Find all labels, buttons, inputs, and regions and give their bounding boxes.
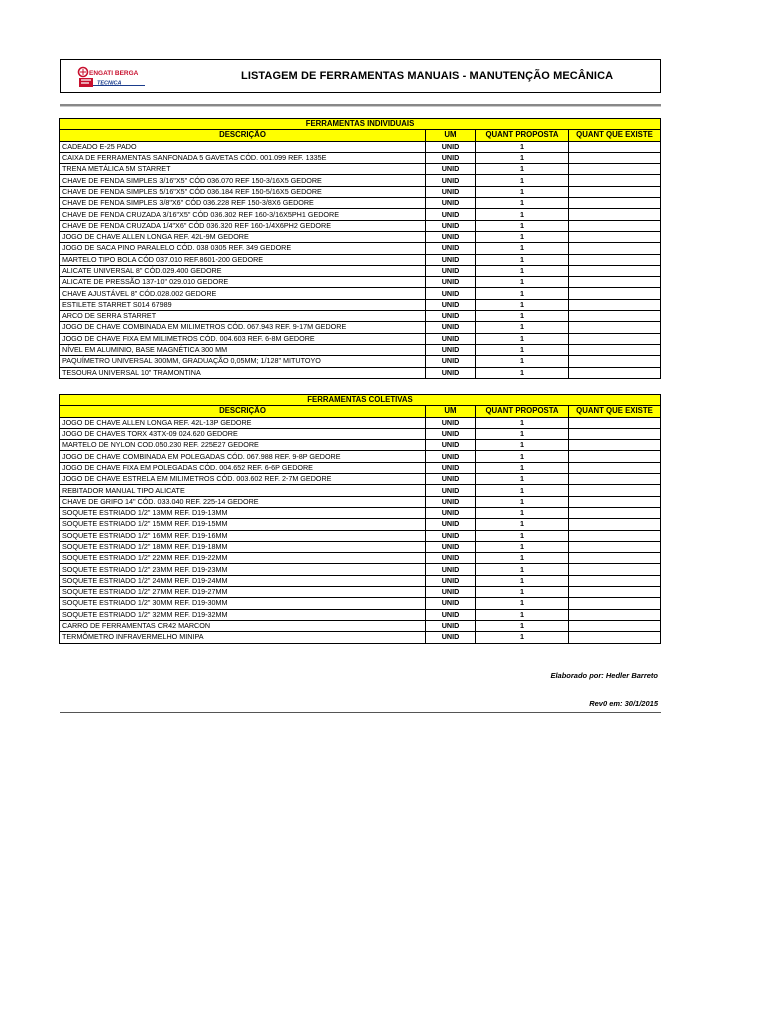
table-row	[60, 141, 661, 152]
table-row	[60, 243, 661, 254]
item-existing-qty	[569, 462, 661, 473]
item-unit: UNID	[426, 609, 476, 620]
item-description: SOQUETE ESTRIADO 1/2" 30MM REF. D19-30MM	[60, 598, 426, 609]
table-row	[60, 587, 661, 598]
item-unit: UNID	[426, 564, 476, 575]
item-proposed-qty: 1	[476, 575, 569, 586]
item-existing-qty	[569, 428, 661, 439]
item-proposed-qty: 1	[476, 440, 569, 451]
table-row	[60, 344, 661, 355]
item-existing-qty	[569, 507, 661, 518]
table-row	[60, 519, 661, 530]
table-row	[60, 186, 661, 197]
item-description: JOGO DE CHAVE COMBINADA EM MILIMETROS CÓD. 067.943 REF. 9-17M GEDORE	[60, 322, 426, 333]
item-proposed-qty: 1	[476, 553, 569, 564]
item-unit: UNID	[426, 496, 476, 507]
item-existing-qty	[569, 299, 661, 310]
item-description: JOGO DE CHAVE ALLEN LONGA REF. 42L-9M GEDORE	[60, 231, 426, 242]
item-proposed-qty: 1	[476, 609, 569, 620]
item-existing-qty	[569, 474, 661, 485]
item-description: SOQUETE ESTRIADO 1/2" 16MM REF. D19-16MM	[60, 530, 426, 541]
column-header-existing-qty: QUANT QUE EXISTE	[569, 130, 661, 141]
table-row	[60, 209, 661, 220]
table-row	[60, 620, 661, 631]
table-row	[60, 231, 661, 242]
prepared-by: Elaborado por: Hedler Barreto	[550, 671, 658, 680]
item-unit: UNID	[426, 322, 476, 333]
table-row	[60, 575, 661, 586]
table-row	[60, 333, 661, 344]
item-existing-qty	[569, 519, 661, 530]
table-row	[60, 299, 661, 310]
item-description: CHAVE DE FENDA SIMPLES 3/8"X6" CÓD 036.228 REF 150-3/8X6 GEDORE	[60, 198, 426, 209]
item-description: CHAVE DE FENDA SIMPLES 3/16"X5" CÓD 036.070 REF 150-3/16X5 GEDORE	[60, 175, 426, 186]
table-row	[60, 598, 661, 609]
item-proposed-qty: 1	[476, 254, 569, 265]
item-proposed-qty: 1	[476, 564, 569, 575]
item-proposed-qty: 1	[476, 519, 569, 530]
item-unit: UNID	[426, 243, 476, 254]
table-row	[60, 254, 661, 265]
item-existing-qty	[569, 417, 661, 428]
item-existing-qty	[569, 564, 661, 575]
table-row	[60, 277, 661, 288]
item-unit: UNID	[426, 152, 476, 163]
item-unit: UNID	[426, 485, 476, 496]
column-header-description: DESCRIÇÃO	[60, 406, 426, 417]
item-description: CARRO DE FERRAMENTAS CR42 MARCON	[60, 620, 426, 631]
item-proposed-qty: 1	[476, 507, 569, 518]
item-description: SOQUETE ESTRIADO 1/2" 32MM REF. D19-32MM	[60, 609, 426, 620]
item-existing-qty	[569, 152, 661, 163]
item-unit: UNID	[426, 507, 476, 518]
page-title: LISTAGEM DE FERRAMENTAS MANUAIS - MANUTENÇÃO MECÂNICA	[241, 70, 614, 82]
item-description: CHAVE AJUSTÁVEL 8" CÓD.028.002 GEDORE	[60, 288, 426, 299]
item-unit: UNID	[426, 417, 476, 428]
item-proposed-qty: 1	[476, 220, 569, 231]
item-proposed-qty: 1	[476, 186, 569, 197]
item-existing-qty	[569, 440, 661, 451]
item-description: JOGO DE SACA PINO PARALELO CÓD. 038 0305 REF. 349 GEDORE	[60, 243, 426, 254]
item-description: NÍVEL EM ALUMINIO, BASE MAGNÉTICA 300 MM	[60, 344, 426, 355]
item-proposed-qty: 1	[476, 587, 569, 598]
item-unit: UNID	[426, 344, 476, 355]
item-existing-qty	[569, 367, 661, 378]
item-unit: UNID	[426, 333, 476, 344]
table-row	[60, 496, 661, 507]
company-logo	[77, 65, 147, 89]
table-row	[60, 530, 661, 541]
item-description: JOGO DE CHAVE FIXA EM MILIMETROS CÓD. 004.603 REF. 6-8M GEDORE	[60, 333, 426, 344]
item-existing-qty	[569, 141, 661, 152]
item-unit: UNID	[426, 632, 476, 643]
item-existing-qty	[569, 220, 661, 231]
item-proposed-qty: 1	[476, 530, 569, 541]
item-description: SOQUETE ESTRIADO 1/2" 23MM REF. D19-23MM	[60, 564, 426, 575]
item-unit: UNID	[426, 541, 476, 552]
column-header-proposed-qty: QUANT PROPOSTA	[476, 130, 569, 141]
item-description: SOQUETE ESTRIADO 1/2" 18MM REF. D19-18MM	[60, 541, 426, 552]
table-row	[60, 311, 661, 322]
table-row	[60, 220, 661, 231]
table-row	[60, 632, 661, 643]
item-existing-qty	[569, 451, 661, 462]
item-description: ALICATE UNIVERSAL 8" CÓD.029.400 GEDORE	[60, 265, 426, 276]
item-description: TESOURA UNIVERSAL 10" TRAMONTINA	[60, 367, 426, 378]
item-proposed-qty: 1	[476, 417, 569, 428]
item-existing-qty	[569, 356, 661, 367]
item-proposed-qty: 1	[476, 265, 569, 276]
item-proposed-qty: 1	[476, 541, 569, 552]
item-unit: UNID	[426, 530, 476, 541]
table-title-row	[60, 119, 661, 130]
table-row	[60, 474, 661, 485]
item-description: SOQUETE ESTRIADO 1/2" 13MM REF. D19-13MM	[60, 507, 426, 518]
item-existing-qty	[569, 598, 661, 609]
table-row	[60, 485, 661, 496]
item-description: CHAVE DE FENDA SIMPLES 5/16"X5" CÓD 036.184 REF 150-5/16X5 GEDORE	[60, 186, 426, 197]
item-description: CAIXA DE FERRAMENTAS SANFONADA 5 GAVETAS CÓD. 001.099 REF. 1335E	[60, 152, 426, 163]
item-existing-qty	[569, 231, 661, 242]
item-description: CHAVE DE GRIFO 14" CÓD. 033.040 REF. 225-14 GEDORE	[60, 496, 426, 507]
item-proposed-qty: 1	[476, 277, 569, 288]
item-unit: UNID	[426, 598, 476, 609]
footer-divider	[60, 712, 661, 713]
item-proposed-qty: 1	[476, 164, 569, 175]
item-description: ARCO DE SERRA STARRET	[60, 311, 426, 322]
column-header-existing-qty: QUANT QUE EXISTE	[569, 406, 661, 417]
item-description: SOQUETE ESTRIADO 1/2" 22MM REF. D19-22MM	[60, 553, 426, 564]
item-proposed-qty: 1	[476, 198, 569, 209]
column-header-proposed-qty: QUANT PROPOSTA	[476, 406, 569, 417]
item-proposed-qty: 1	[476, 344, 569, 355]
item-proposed-qty: 1	[476, 462, 569, 473]
item-existing-qty	[569, 175, 661, 186]
item-existing-qty	[569, 344, 661, 355]
item-unit: UNID	[426, 553, 476, 564]
table-row	[60, 288, 661, 299]
item-existing-qty	[569, 198, 661, 209]
item-existing-qty	[569, 587, 661, 598]
item-description: PAQUÍMETRO UNIVERSAL 300MM, GRADUAÇÃO 0,05MM; 1/128" MITUTOYO	[60, 356, 426, 367]
table-row	[60, 451, 661, 462]
item-existing-qty	[569, 553, 661, 564]
item-unit: UNID	[426, 198, 476, 209]
item-unit: UNID	[426, 587, 476, 598]
table-row	[60, 440, 661, 451]
item-description: JOGO DE CHAVE FIXA EM POLEGADAS CÓD. 004.652 REF. 6-6P GEDORE	[60, 462, 426, 473]
item-description: SOQUETE ESTRIADO 1/2" 15MM REF. D19-15MM	[60, 519, 426, 530]
item-existing-qty	[569, 243, 661, 254]
item-proposed-qty: 1	[476, 333, 569, 344]
item-existing-qty	[569, 288, 661, 299]
table-row	[60, 265, 661, 276]
item-unit: UNID	[426, 209, 476, 220]
item-proposed-qty: 1	[476, 367, 569, 378]
item-existing-qty	[569, 254, 661, 265]
table-title: FERRAMENTAS COLETIVAS	[60, 395, 661, 406]
logo-text-top: ENGATI BERGA	[89, 70, 139, 77]
table-row	[60, 609, 661, 620]
item-unit: UNID	[426, 451, 476, 462]
item-description: CHAVE DE FENDA CRUZADA 1/4"X6" CÓD 036.320 REF 160-1/4X6PH2 GEDORE	[60, 220, 426, 231]
item-description: SOQUETE ESTRIADO 1/2" 24MM REF. D19-24MM	[60, 575, 426, 586]
item-unit: UNID	[426, 367, 476, 378]
item-unit: UNID	[426, 575, 476, 586]
item-unit: UNID	[426, 440, 476, 451]
collective-tools-table	[59, 394, 661, 644]
item-proposed-qty: 1	[476, 299, 569, 310]
item-unit: UNID	[426, 311, 476, 322]
column-header-unit: UM	[426, 130, 476, 141]
item-unit: UNID	[426, 519, 476, 530]
item-unit: UNID	[426, 220, 476, 231]
item-proposed-qty: 1	[476, 620, 569, 631]
table-row	[60, 367, 661, 378]
item-existing-qty	[569, 496, 661, 507]
item-unit: UNID	[426, 356, 476, 367]
table-title: FERRAMENTAS INDIVIDUAIS	[60, 119, 661, 130]
item-proposed-qty: 1	[476, 356, 569, 367]
item-unit: UNID	[426, 175, 476, 186]
item-description: ALICATE DE PRESSÃO 137-10" 029.010 GEDORE	[60, 277, 426, 288]
header-divider-shadow	[60, 106, 661, 107]
item-unit: UNID	[426, 265, 476, 276]
item-description: CADEADO E-25 PADO	[60, 141, 426, 152]
item-unit: UNID	[426, 428, 476, 439]
column-header-row	[60, 406, 661, 417]
table-title-row	[60, 395, 661, 406]
item-proposed-qty: 1	[476, 231, 569, 242]
column-header-row	[60, 130, 661, 141]
table-row	[60, 564, 661, 575]
item-unit: UNID	[426, 462, 476, 473]
table-row	[60, 417, 661, 428]
item-description: ESTILETE STARRET S014 67989	[60, 299, 426, 310]
item-existing-qty	[569, 530, 661, 541]
item-unit: UNID	[426, 231, 476, 242]
item-existing-qty	[569, 632, 661, 643]
item-proposed-qty: 1	[476, 288, 569, 299]
item-proposed-qty: 1	[476, 152, 569, 163]
revision-date: Rev0 em: 30/1/2015	[589, 699, 658, 708]
item-proposed-qty: 1	[476, 322, 569, 333]
item-existing-qty	[569, 322, 661, 333]
item-description: JOGO DE CHAVES TORX 43TX-09 024.620 GEDORE	[60, 428, 426, 439]
item-existing-qty	[569, 311, 661, 322]
item-description: MARTELO TIPO BOLA CÓD 037.010 REF.8601-200 GEDORE	[60, 254, 426, 265]
item-existing-qty	[569, 575, 661, 586]
item-proposed-qty: 1	[476, 485, 569, 496]
item-description: MARTELO DE NYLON COD.050.230 REF. 225E27 GEDORE	[60, 440, 426, 451]
table-row	[60, 198, 661, 209]
item-existing-qty	[569, 609, 661, 620]
table-row	[60, 356, 661, 367]
item-description: CHAVE DE FENDA CRUZADA 3/16"X5" CÓD 036.302 REF 160-3/16X5PH1 GEDORE	[60, 209, 426, 220]
table-row	[60, 507, 661, 518]
document-header	[60, 59, 661, 93]
item-existing-qty	[569, 265, 661, 276]
item-existing-qty	[569, 186, 661, 197]
item-existing-qty	[569, 333, 661, 344]
column-header-description: DESCRIÇÃO	[60, 130, 426, 141]
table-row	[60, 152, 661, 163]
item-proposed-qty: 1	[476, 209, 569, 220]
item-unit: UNID	[426, 620, 476, 631]
item-unit: UNID	[426, 141, 476, 152]
item-unit: UNID	[426, 288, 476, 299]
table-row	[60, 553, 661, 564]
item-description: REBITADOR MANUAL TIPO ALICATE	[60, 485, 426, 496]
item-existing-qty	[569, 209, 661, 220]
item-proposed-qty: 1	[476, 496, 569, 507]
individual-tools-table	[59, 118, 661, 379]
item-proposed-qty: 1	[476, 632, 569, 643]
item-existing-qty	[569, 620, 661, 631]
logo-text-bottom: TECNICA	[97, 80, 122, 87]
table-row	[60, 164, 661, 175]
table-row	[60, 322, 661, 333]
item-proposed-qty: 1	[476, 451, 569, 462]
item-unit: UNID	[426, 186, 476, 197]
item-existing-qty	[569, 277, 661, 288]
item-description: TRENA METÁLICA 5M STARRET	[60, 164, 426, 175]
table-row	[60, 541, 661, 552]
item-proposed-qty: 1	[476, 474, 569, 485]
item-unit: UNID	[426, 474, 476, 485]
item-unit: UNID	[426, 164, 476, 175]
table-row	[60, 462, 661, 473]
item-description: JOGO DE CHAVE ALLEN LONGA REF. 42L-13P GEDORE	[60, 417, 426, 428]
table-row	[60, 428, 661, 439]
item-description: SOQUETE ESTRIADO 1/2" 27MM REF. D19-27MM	[60, 587, 426, 598]
item-unit: UNID	[426, 299, 476, 310]
item-proposed-qty: 1	[476, 175, 569, 186]
item-proposed-qty: 1	[476, 141, 569, 152]
item-proposed-qty: 1	[476, 428, 569, 439]
table-row	[60, 175, 661, 186]
item-proposed-qty: 1	[476, 311, 569, 322]
item-unit: UNID	[426, 254, 476, 265]
item-proposed-qty: 1	[476, 243, 569, 254]
item-description: JOGO DE CHAVE COMBINADA EM POLEGADAS CÓD. 067.988 REF. 9-8P GEDORE	[60, 451, 426, 462]
item-description: JOGO DE CHAVE ESTRELA EM MILIMETROS CÓD. 003.602 REF. 2-7M GEDORE	[60, 474, 426, 485]
item-existing-qty	[569, 485, 661, 496]
item-proposed-qty: 1	[476, 598, 569, 609]
item-description: TERMÔMETRO INFRAVERMELHO MINIPA	[60, 632, 426, 643]
item-unit: UNID	[426, 277, 476, 288]
column-header-unit: UM	[426, 406, 476, 417]
item-existing-qty	[569, 164, 661, 175]
item-existing-qty	[569, 541, 661, 552]
